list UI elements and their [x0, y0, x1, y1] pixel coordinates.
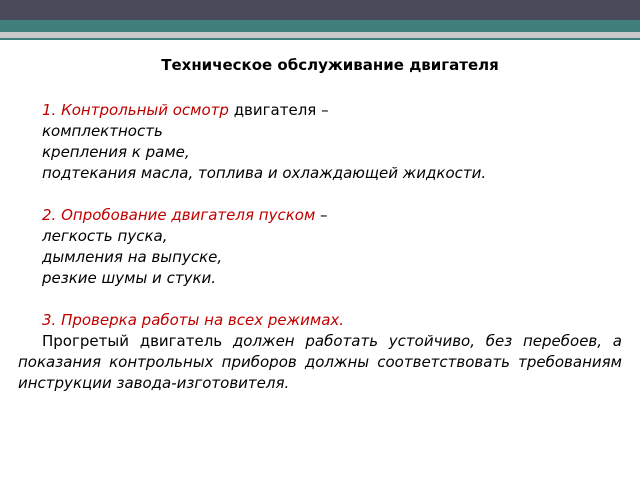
section3-para-italic: должен работать устойчиво, без перебоев, а показания контрольных приборов должны соответствовать требованиям инструкции завода-изготовителя. [18, 332, 622, 392]
section1-item: комплектность [42, 122, 163, 140]
section2-item: резкие шумы и стуки. [42, 269, 217, 287]
section1-item: подтекания масла, топлива и охлаждающей жидкости. [42, 164, 487, 182]
section2-heading-red: 2. Опробование двигателя пуском [42, 206, 316, 224]
slide-title: Техническое обслуживание двигателя [161, 56, 499, 74]
section3-para-normal: Прогретый двигатель [42, 332, 233, 350]
section2-heading-rest: – [315, 206, 328, 224]
section1-heading-red: 1. Контрольный осмотр [42, 101, 229, 119]
section2-heading [42, 205, 622, 226]
section3-heading: 3. Проверка работы на всех режимах. [42, 311, 345, 329]
header-band-dark [0, 0, 640, 20]
content-block [42, 100, 622, 331]
section1-heading-rest: двигателя – [228, 101, 329, 119]
header-band-teal [0, 20, 640, 32]
section2-item: дымления на выпуске, [42, 248, 223, 266]
section3-paragraph [18, 331, 622, 394]
section1-heading [42, 100, 622, 121]
section2-item: легкость пуска, [42, 227, 168, 245]
section1-item: крепления к раме, [42, 143, 190, 161]
header-band-teal-thin [0, 38, 640, 40]
